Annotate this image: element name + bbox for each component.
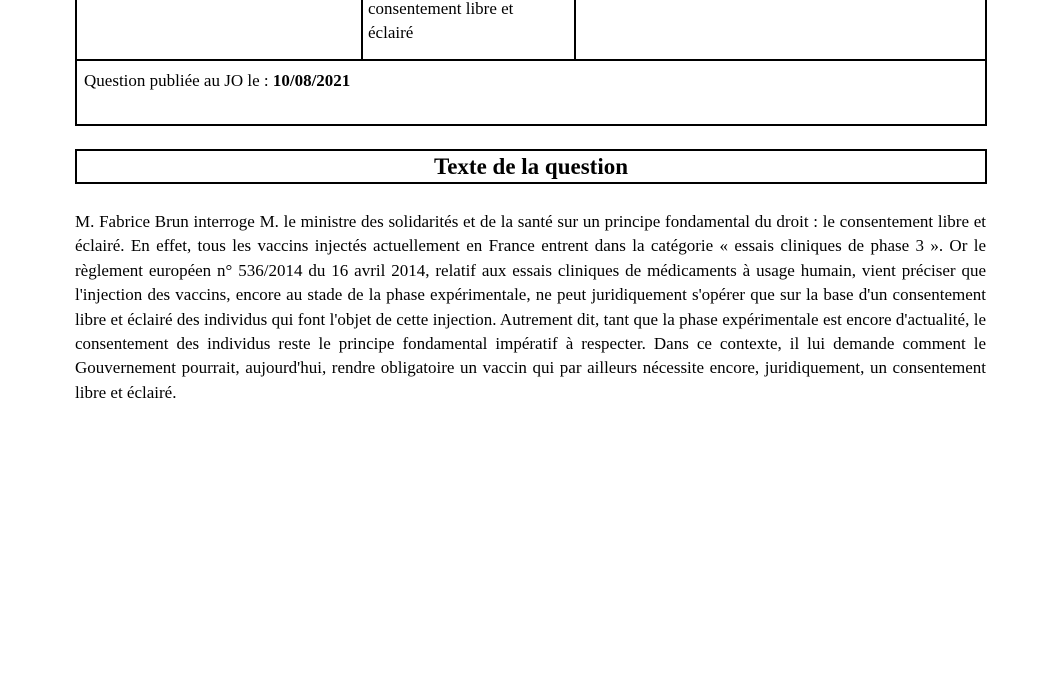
- metadata-table: [75, 0, 987, 126]
- cell-line: consentement libre et: [368, 0, 514, 18]
- cell-line: éclairé: [368, 23, 414, 42]
- table-cell-text: [368, 0, 573, 45]
- metadata-table-row: [77, 0, 985, 61]
- column-divider: [574, 0, 576, 59]
- publication-date: 10/08/2021: [272, 71, 351, 90]
- publication-label: Question publiée au JO le :: [84, 71, 273, 90]
- column-divider: [361, 0, 363, 59]
- publication-line: [84, 69, 350, 93]
- question-text: M. Fabrice Brun interroge M. le ministre des solidarités et de la santé sur un principe fondamental du droit : le consentement libre et éclairé. En effet, tous les vaccins injectés actuellement en France entrent dans la catégorie « essais cliniques de phase 3 ». Or le règlement européen n° 536/2014 du 16 avril 2014, relatif aux essais cliniques de médicaments à usage humain, vient préciser que l'injection des vaccins, encore au stade de la phase expérimentale, ne peut juridiquement s'opérer que sur la base d'un consentement libre et éclairé des individus qui font l'objet de cette injection. Autrement dit, tant que la phase expérimentale est encore d'actualité, le consentement des individus reste le principe fondamental impératif à respecter. Dans ce contexte, il lui demande comment le Gouvernement pourrait, aujourd'hui, rendre obligatoire un vaccin qui par ailleurs nécessite encore, juridiquement, un consentement libre et éclairé.: [75, 212, 986, 402]
- section-title: Texte de la question: [75, 149, 987, 184]
